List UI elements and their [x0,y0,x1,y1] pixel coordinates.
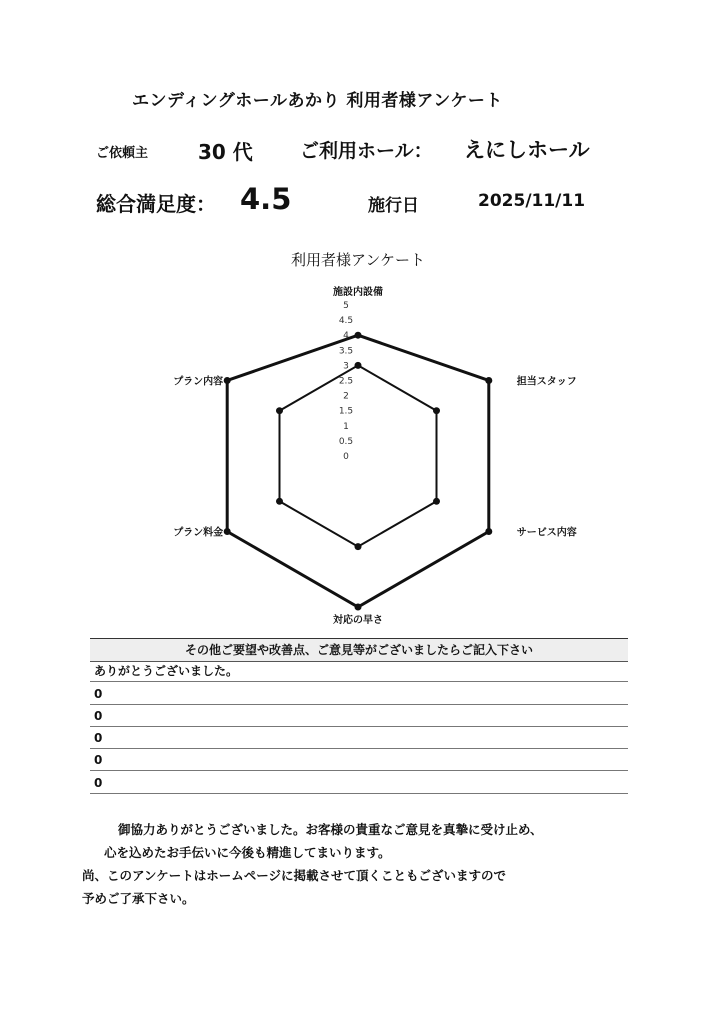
series-2-point [433,407,440,414]
client-age-value: 30 代 [198,140,253,164]
closing-line-3: 尚、このアンケートはホームページに掲載させて頂くこともございますので [82,868,507,883]
series-2-point [355,362,362,369]
tick-label: 1.5 [338,406,354,417]
series-1-point [224,528,231,535]
hall-name-value: えにしホール [464,138,590,162]
series-1-point [485,377,492,384]
series-2-point [433,498,440,505]
closing-line-2: 心を込めたお手伝いに今後も精進してまいります。 [104,845,391,860]
series-2-point [276,407,283,414]
tick-label: 1 [343,421,349,432]
tick-label: 4.5 [338,316,354,327]
response-line-6: 0 [90,772,628,794]
service-date-label: 施行日 [368,196,419,216]
series-1-line [227,335,489,607]
tick-label: 4 [343,331,349,342]
series-1-point [224,377,231,384]
closing-line-4: 予めご了承下さい。 [82,891,195,906]
response-line-4: 0 [90,727,628,749]
tick-label: 0.5 [338,436,354,447]
hall-label: ご利用ホール： [300,140,433,162]
requests-header: その他ご要望や改善点、ご意見等がございましたらご記入下さい [90,638,628,662]
series-2-point [355,543,362,550]
tick-label: 2.5 [338,376,354,387]
axis-label: 施設内設備 [333,287,383,298]
tick-label: 5 [343,301,349,311]
tick-label: 3 [343,361,349,372]
axis-label: 対応の早さ [333,615,383,626]
client-label: ご依頼主 [96,146,149,161]
tick-label: 2 [343,391,349,402]
axis-label: プラン料金 [173,527,224,539]
series-1-point [355,604,362,611]
service-date-value: 2025/11/11 [478,191,586,211]
response-line-5: 0 [90,749,628,771]
satisfaction-label: 総合満足度： [96,192,216,216]
response-line-1: ありがとうございました。 [90,660,628,682]
series-1-point [355,332,362,339]
response-line-2: 0 [90,683,628,705]
radar-chart [130,238,590,633]
satisfaction-value: 4.5 [240,182,292,216]
axis-label: 担当スタッフ [516,376,577,388]
closing-message [82,818,543,910]
closing-line-1: 御協力ありがとうございました。お客様の貴重なご意見を真摯に受け止め、 [118,822,543,837]
series-1-point [485,528,492,535]
response-line-3: 0 [90,705,628,727]
series-2-point [276,498,283,505]
tick-label: 0 [343,452,349,462]
chart-title: 利用者様アンケート [290,251,426,269]
tick-label: 3.5 [338,346,354,357]
series-2-line [280,365,437,546]
axis-label: サービス内容 [516,527,577,539]
survey-title: エンディングホールあかり 利用者様アンケート [132,91,503,111]
axis-label: プラン内容 [173,376,224,388]
